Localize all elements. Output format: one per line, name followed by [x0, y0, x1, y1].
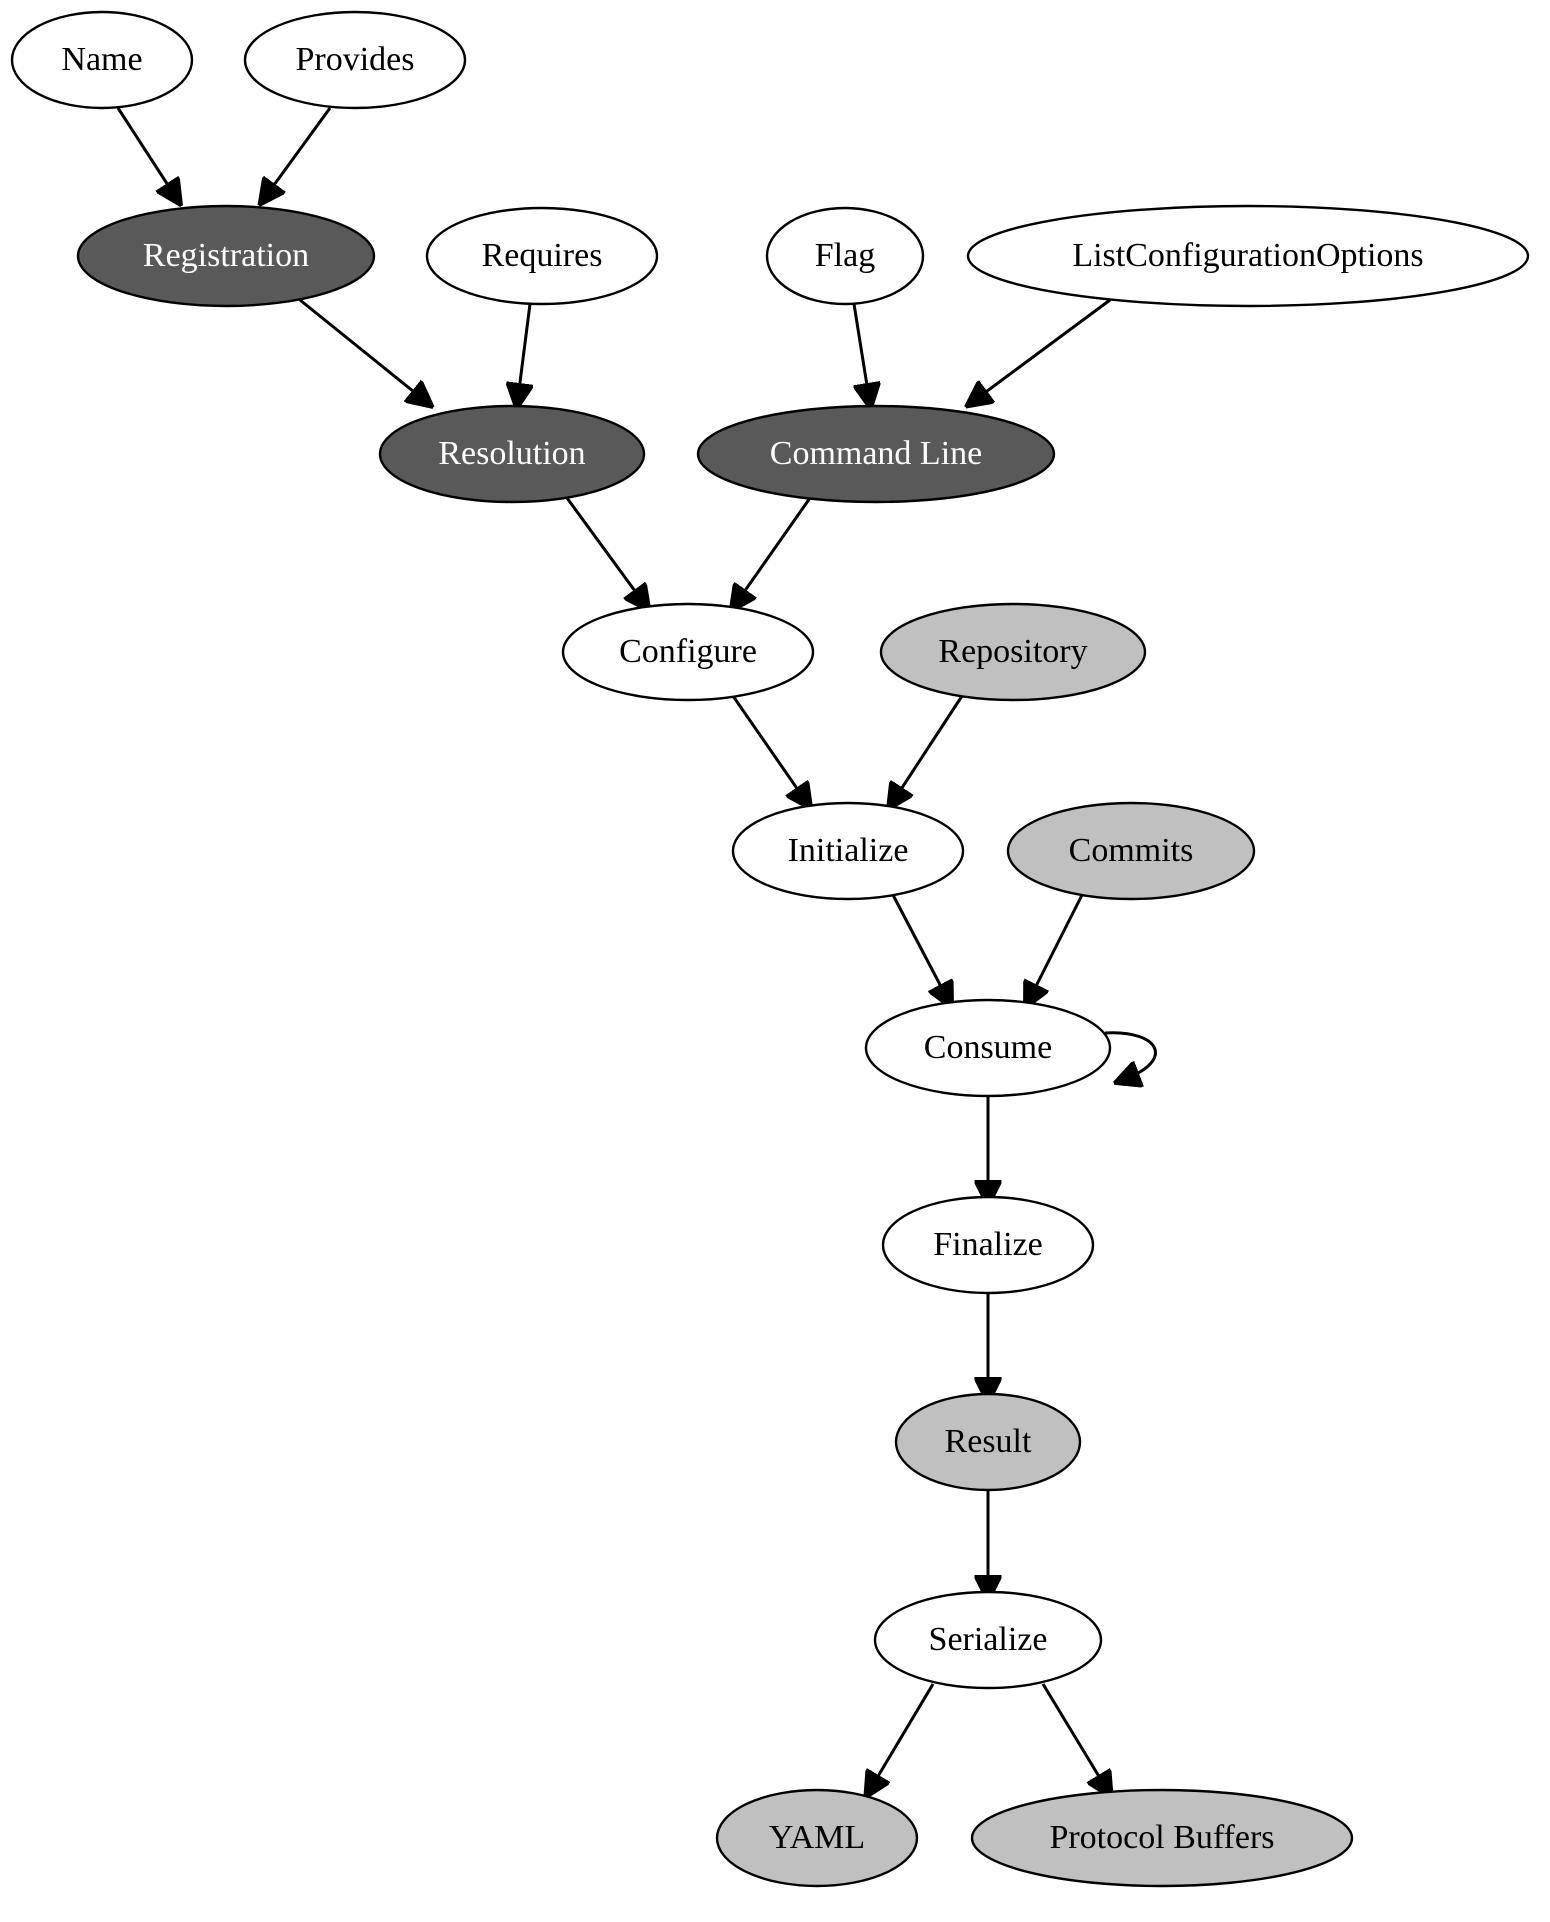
node-commits[interactable] — [1008, 803, 1254, 899]
edge-requires-to-resolution — [518, 304, 530, 398]
edge-serialize-to-yaml — [871, 1684, 933, 1788]
edge-registration-to-resolution — [300, 300, 424, 400]
node-provides[interactable] — [245, 12, 465, 108]
node-label-listopts: ListConfigurationOptions — [1072, 236, 1424, 274]
edge-listopts-to-cmdline — [975, 300, 1110, 400]
node-protobuf[interactable] — [972, 1790, 1352, 1886]
node-requires[interactable] — [427, 208, 657, 304]
edge-cmdline-to-configure — [737, 498, 810, 602]
edge-initialize-to-consume — [893, 895, 947, 998]
node-name[interactable] — [12, 12, 192, 108]
node-label-resolution: Resolution — [438, 434, 586, 472]
node-initialize[interactable] — [733, 803, 963, 899]
edge-configure-to-initialize — [733, 696, 805, 800]
node-label-serialize: Serialize — [928, 1620, 1048, 1658]
nodes-layer — [12, 12, 1528, 1886]
edge-flag-to-cmdline — [854, 304, 869, 398]
node-repository[interactable] — [881, 604, 1145, 700]
edge-serialize-to-protobuf — [1043, 1684, 1106, 1788]
edges-layer — [118, 108, 1155, 1788]
node-label-yaml: YAML — [768, 1818, 866, 1856]
node-finalize[interactable] — [883, 1197, 1093, 1293]
node-registration[interactable] — [78, 206, 374, 306]
node-label-result: Result — [944, 1422, 1032, 1460]
node-consume[interactable] — [866, 1000, 1110, 1096]
edge-consume-to-consume — [1105, 1033, 1155, 1079]
edge-commits-to-consume — [1030, 895, 1082, 998]
node-label-repository: Repository — [938, 632, 1088, 670]
node-yaml[interactable] — [717, 1790, 917, 1886]
node-label-consume: Consume — [923, 1028, 1053, 1066]
node-cmdline[interactable] — [698, 406, 1054, 502]
edge-name-to-registration — [118, 108, 175, 196]
node-result[interactable] — [896, 1394, 1080, 1490]
node-label-cmdline: Command Line — [769, 434, 983, 472]
node-label-initialize: Initialize — [787, 831, 909, 869]
node-configure[interactable] — [563, 604, 813, 700]
node-label-finalize: Finalize — [933, 1225, 1043, 1263]
node-label-name: Name — [61, 40, 143, 78]
node-serialize[interactable] — [875, 1592, 1101, 1688]
node-label-registration: Registration — [142, 236, 310, 274]
node-resolution[interactable] — [380, 406, 644, 502]
node-label-provides: Provides — [295, 40, 415, 78]
node-label-configure: Configure — [619, 632, 757, 670]
edge-repository-to-initialize — [894, 696, 962, 800]
edge-provides-to-registration — [266, 108, 330, 196]
node-listopts[interactable] — [968, 206, 1528, 306]
node-label-flag: Flag — [814, 236, 876, 274]
edge-resolution-to-configure — [567, 498, 643, 602]
node-label-commits: Commits — [1068, 831, 1194, 869]
node-label-requires: Requires — [481, 236, 603, 274]
node-flag[interactable] — [767, 208, 923, 304]
node-label-protobuf: Protocol Buffers — [1049, 1818, 1275, 1856]
